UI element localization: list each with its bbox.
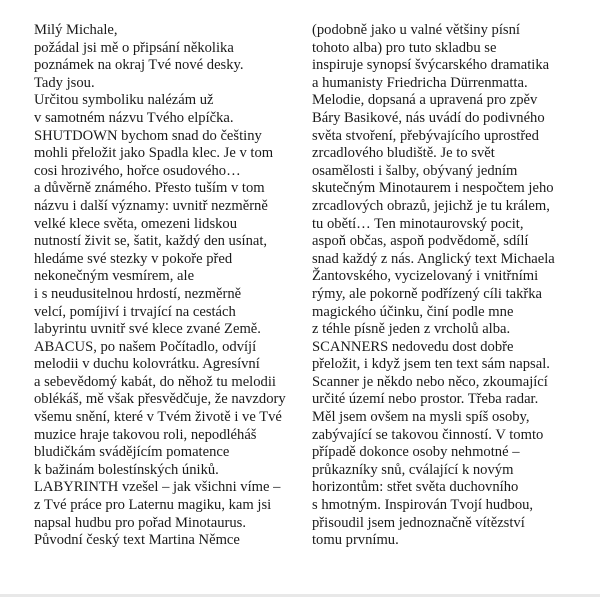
right-text-column bbox=[312, 22, 592, 550]
left-text-line: a sebevědomý kabát, do něhož tu melodii bbox=[34, 373, 276, 390]
right-text-line: snad každý z nás. Anglický text Michaela bbox=[312, 250, 555, 267]
right-text-line: Báry Basikové, nás uvádí do podivného bbox=[312, 109, 545, 126]
right-text-line: zrcadlového bludiště. Je to svět bbox=[312, 145, 495, 162]
right-text-line: osamělosti i šalby, obývaný jedním bbox=[312, 162, 518, 179]
left-text-column bbox=[34, 22, 299, 550]
right-text-line: přisoudil jsem jednoznačně vítězství bbox=[312, 514, 525, 531]
right-text-line: (podobně jako u valné většiny písní bbox=[312, 22, 520, 38]
right-text-line: případě dokonce osoby nehmotné – bbox=[312, 444, 520, 461]
right-text-line: Melodie, dopsaná a upravená pro zpěv bbox=[312, 92, 538, 109]
left-text-line: mohli přeložit jako Spadla klec. Je v tom bbox=[34, 145, 274, 162]
right-text-line: průkazníky snů, cválající k novým bbox=[312, 461, 514, 478]
left-text-line: bludičkám svádějícím pomatence bbox=[34, 444, 230, 461]
left-text-line: SHUTDOWN bychom snad do češtiny bbox=[34, 127, 262, 144]
right-text-line: z téhle písně jeden z vrcholů alba. bbox=[312, 321, 511, 338]
right-text-line: zrcadlových obrazů, jejichž je tu králem, bbox=[312, 197, 550, 214]
left-text-line: a důvěrně známého. Přesto tuším v tom bbox=[34, 180, 265, 197]
left-text-line: Původní český text Martina Němce bbox=[34, 532, 240, 549]
left-text-line: Milý Michale, bbox=[34, 22, 118, 38]
right-text-line: magického účinku, činí podle mne bbox=[312, 303, 514, 320]
left-text-line: melodii v duchu kolovrátku. Agresívní bbox=[34, 356, 260, 373]
left-text-line: požádal jsi mě o připsání několika bbox=[34, 39, 234, 56]
right-text-line: tohoto alba) pro tuto skladbu se bbox=[312, 39, 497, 56]
right-text-line: horizontům: střet světa duchovního bbox=[312, 479, 519, 496]
left-text-line: z Tvé práce pro Laternu magiku, kam jsi bbox=[34, 497, 272, 514]
right-text-line: a humanisty Friedricha Dürrenmatta. bbox=[312, 74, 528, 91]
right-text-line: zabývající se takovou činností. V tomto bbox=[312, 426, 544, 443]
right-text-line: Žantovského, vycizelovaný i vnitřními bbox=[312, 268, 539, 285]
left-text-line: všemu snění, které v Tvém životě i ve Tvé bbox=[34, 409, 282, 426]
right-text-line: tomu prvnímu. bbox=[312, 532, 399, 549]
left-text-line: Určitou symboliku nalézám už bbox=[34, 92, 214, 109]
left-text-line: v samotném názvu Tvého elpíčka. bbox=[34, 109, 234, 126]
right-text-line: SCANNERS nedovedu dost dobře bbox=[312, 338, 514, 355]
left-text-line: poznámek na okraj Tvé nové desky. bbox=[34, 57, 244, 74]
left-text-line: velké klece světa, omezeni lidskou bbox=[34, 215, 238, 232]
left-text-line: Tady jsou. bbox=[34, 74, 95, 91]
right-text-line: s hmotným. Inspirován Tvojí hudbou, bbox=[312, 497, 534, 514]
right-text-line: přeložit, i když jsem ten text sám napsal. bbox=[312, 356, 550, 373]
left-text-line: nutností živit se, šatit, každý den usínat, bbox=[34, 233, 268, 250]
left-text-line: cosi hrozivého, hořce osudového… bbox=[34, 162, 241, 179]
left-text-line: LABYRINTH vzešel – jak všichni víme – bbox=[34, 479, 281, 496]
right-text-line: rýmy, ale pokorně podřízený cíli takřka bbox=[312, 285, 543, 302]
right-text-line: aspoň občas, aspoň podvědomě, sdílí bbox=[312, 233, 529, 250]
right-text-line: Měl jsem ovšem na mysli spíš osoby, bbox=[312, 409, 530, 426]
left-text-line: názvu i další významy: uvnitř nezměrně bbox=[34, 197, 268, 214]
right-text-line: Scanner je někdo nebo něco, zkoumající bbox=[312, 373, 548, 390]
left-text-line: nekonečným vesmírem, ale bbox=[34, 268, 195, 285]
left-text-line: hledáme své stezky v pokoře před bbox=[34, 250, 233, 267]
right-text-line: inspiruje synopsí švýcarského dramatika bbox=[312, 57, 550, 74]
left-text-line: labyrintu uvnitř své klece zvané Země. bbox=[34, 321, 261, 338]
right-text-line: určité území nebo prostor. Třeba radar. bbox=[312, 391, 539, 408]
left-text-line: muzice hraje takovou roli, nepodléháš bbox=[34, 426, 257, 443]
right-text-line: světa stvoření, přebývajícího uprostřed bbox=[312, 127, 539, 144]
left-text-line: ABACUS, po našem Počítadlo, odvíjí bbox=[34, 338, 257, 355]
left-text-line: oblékáš, mě však přesvědčuje, že navzdory bbox=[34, 391, 286, 408]
right-text-line: skutečným Minotaurem i nespočtem jeho bbox=[312, 180, 554, 197]
left-text-line: k bažinám bolestínských úniků. bbox=[34, 461, 219, 478]
left-text-line: i s neudusitelnou hrdostí, nezměrně bbox=[34, 285, 242, 302]
left-text-line: napsal hudbu pro pořad Minotaurus. bbox=[34, 514, 246, 531]
left-text-line: velcí, pomíjiví i trvající na cestách bbox=[34, 303, 236, 320]
right-text-line: tu obětí… Ten minotaurovský pocit, bbox=[312, 215, 524, 232]
